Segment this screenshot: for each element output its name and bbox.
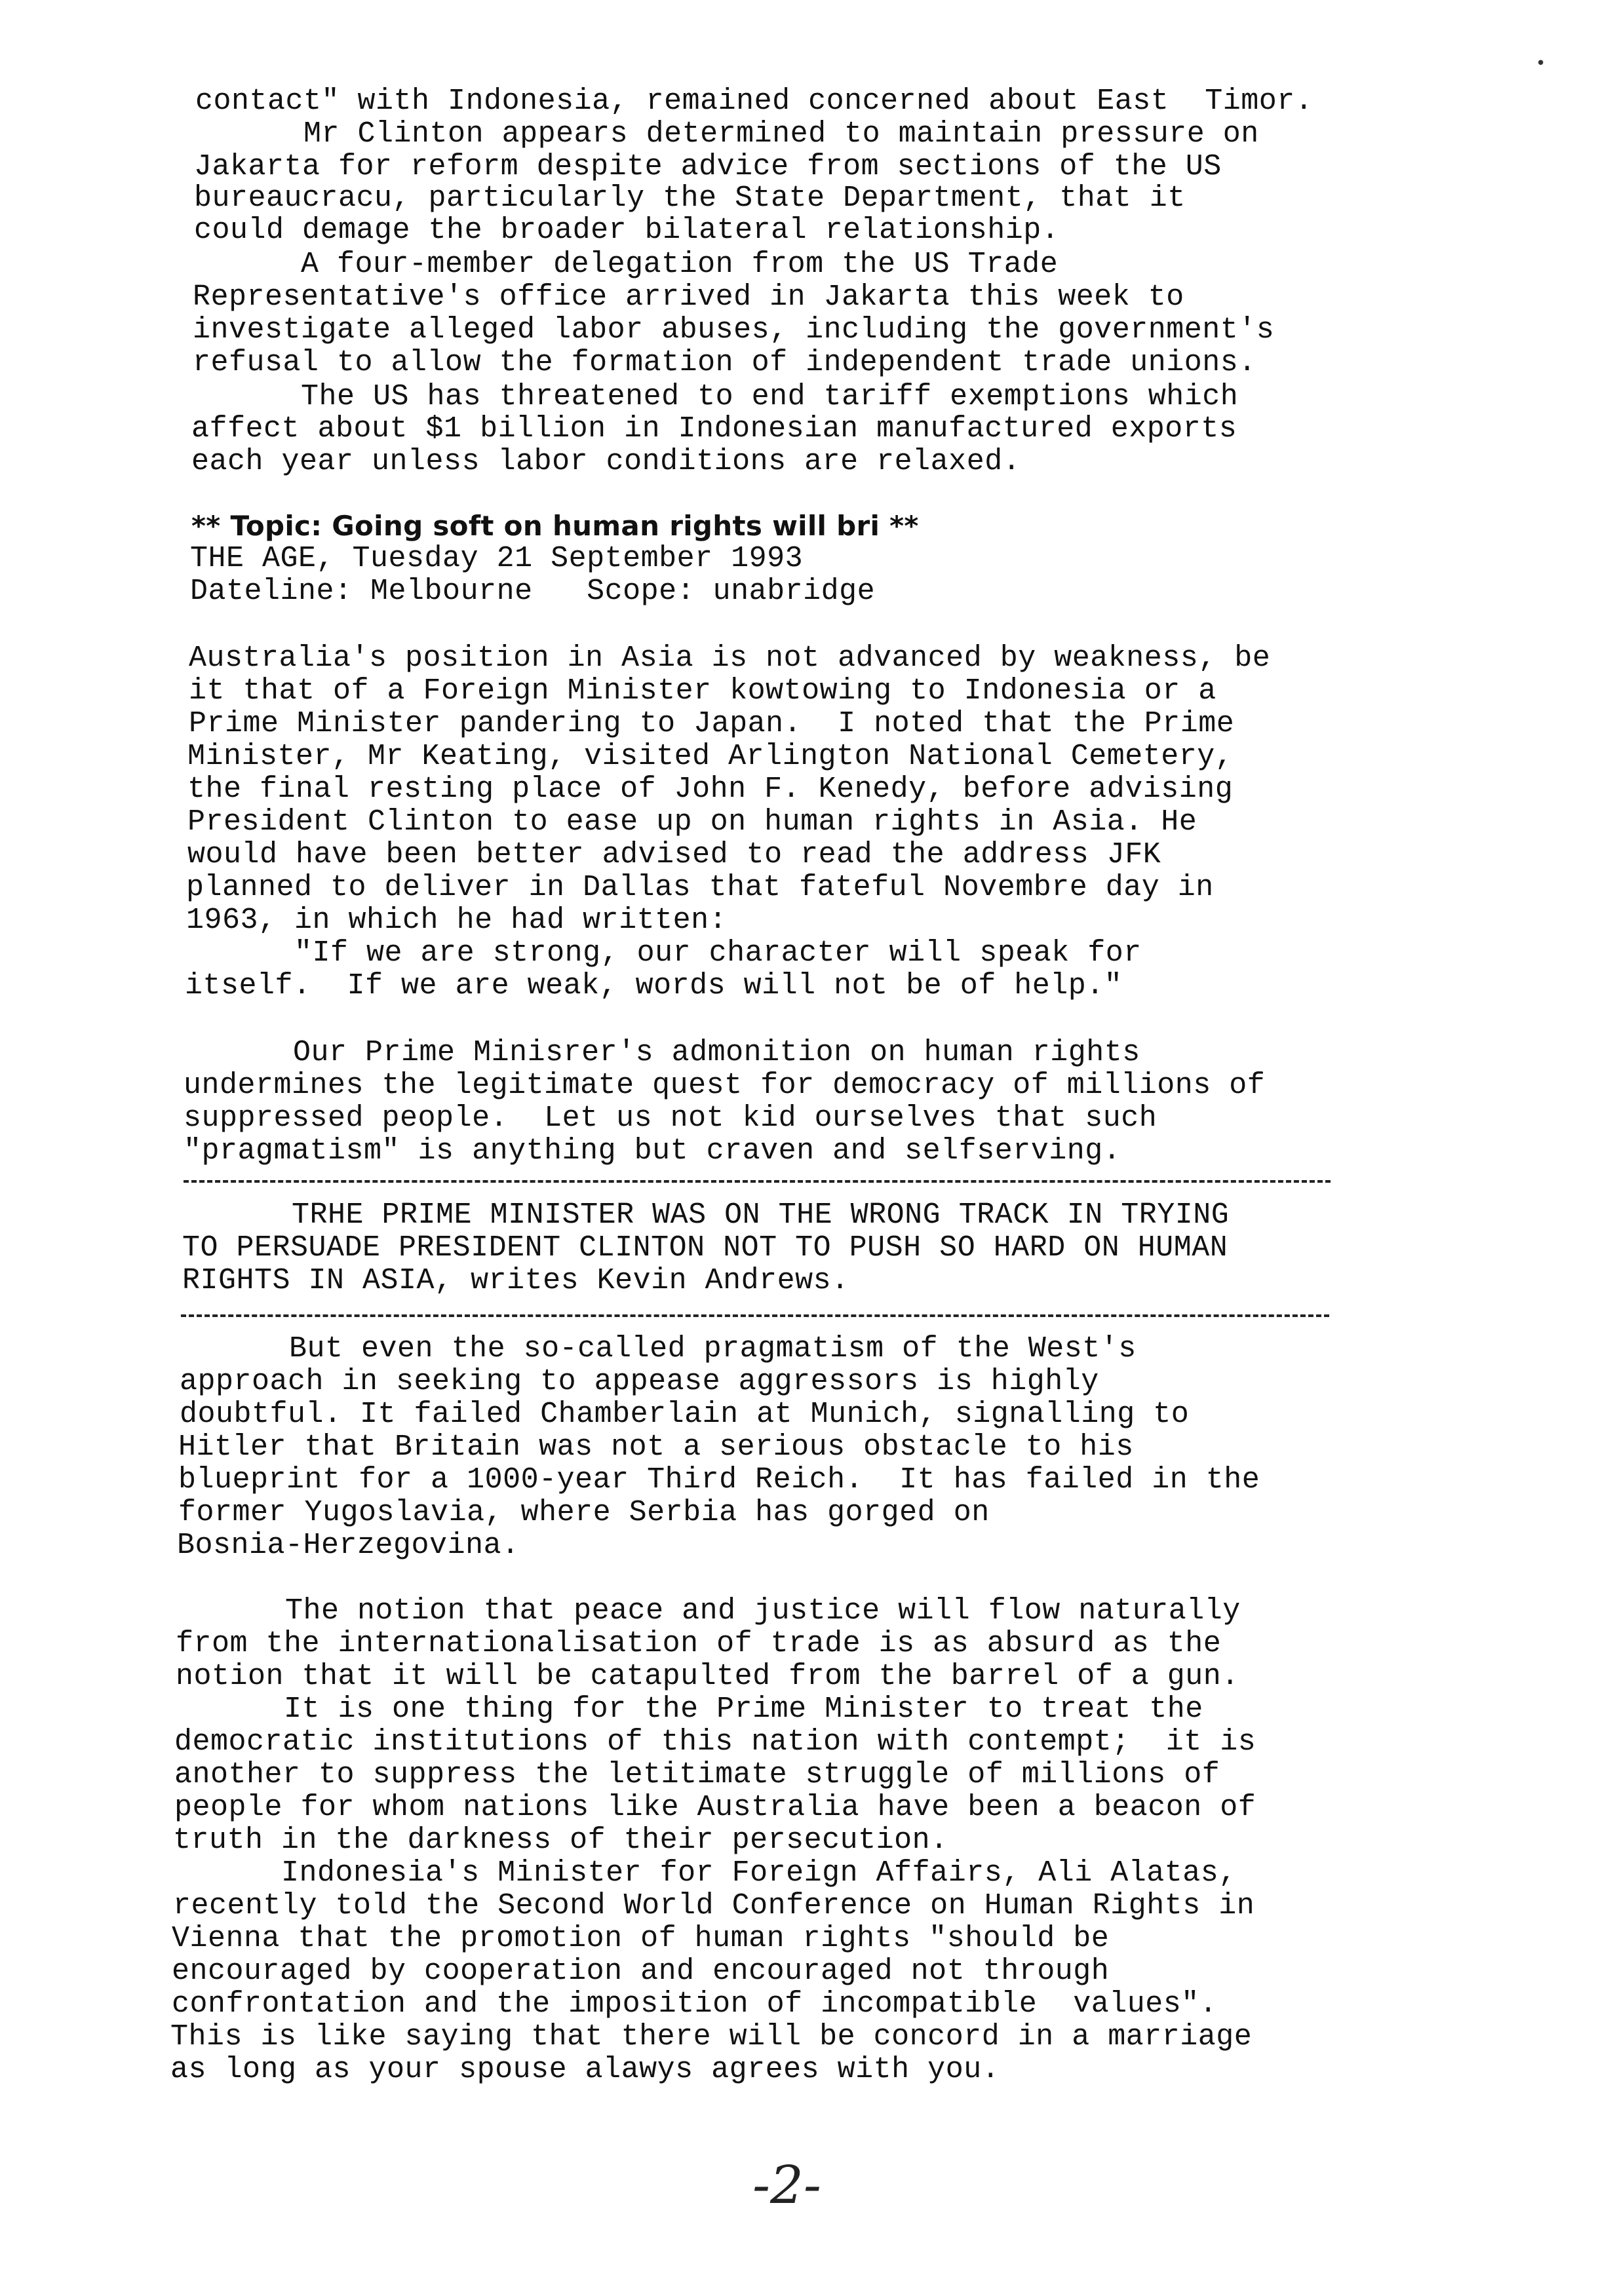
body-line: Bosnia-Herzegovina. (177, 1529, 520, 1562)
body-line: former Yugoslavia, where Serbia has gorged on (178, 1496, 990, 1529)
article1-line: A four-member delegation from the US Trade (193, 248, 1059, 281)
body-line: This is like saying that there will be concord in a marriage (170, 2020, 1253, 2054)
article-dateline: Dateline: Melbourne Scope: unabridge (190, 575, 876, 608)
body-line: another to suppress the letitimate struggle of millions of (174, 1758, 1220, 1791)
body-line: planned to deliver in Dallas that fateful Novembre day in (186, 871, 1214, 904)
article1-line: contact" with Indonesia, remained concerned about East Timor. (195, 85, 1313, 118)
body-line: encouraged by cooperation and encouraged not through (172, 1955, 1110, 1988)
body-line: it that of a Foreign Minister kowtowing to Indonesia or a (189, 674, 1216, 708)
dashed-rule-bottom (181, 1314, 1329, 1317)
body-line: democratic institutions of this nation with contempt; it is (174, 1725, 1256, 1759)
body-line: the final resting place of John F. Kenedy, before advising (187, 773, 1234, 806)
article-topic-heading: ** Topic: Going soft on human rights will bri ** (191, 510, 919, 542)
body-line: recently told the Second World Conference on Human Rights in (173, 1889, 1255, 1923)
body-line: truth in the darkness of their persecution. (173, 1824, 948, 1857)
body-line: Hitler that Britain was not a serious obstacle to his (178, 1430, 1134, 1464)
body-line: notion that it will be catapulted from the barrel of a gun. (176, 1660, 1239, 1693)
article1-line: bureaucracu, particularly the State Department, that it (194, 182, 1186, 215)
article1-line: could demage the broader bilateral relationship. (194, 214, 1060, 247)
quote-line: itself. If we are weak, words will not be of help." (185, 969, 1123, 1003)
corner-mark: • (1536, 54, 1546, 73)
body-line: people for whom nations like Australia have been a beacon of (174, 1791, 1256, 1824)
body-line: It is one thing for the Prime Minister to treat the (176, 1693, 1203, 1726)
article1-line: each year unless labor conditions are relaxed. (191, 445, 1021, 478)
article-source: THE AGE, Tuesday 21 September 1993 (190, 542, 804, 575)
body-line: doubtful. It failed Chamberlain at Munich, signalling to (180, 1398, 1190, 1431)
page-number: -2- (752, 2154, 821, 2215)
article1-line: affect about $1 billion in Indonesian manufactured exports (191, 412, 1237, 446)
body-line: But even the so-called pragmatism of the West's (181, 1332, 1137, 1366)
body-line: undermines the legitimate quest for democracy of millions of (184, 1069, 1266, 1102)
body-line: 1963, in which he had written: (186, 904, 728, 937)
body-line: President Clinton to ease up on human rights in Asia. He (187, 805, 1197, 839)
callout-line: RIGHTS IN ASIA, writes Kevin Andrews. (182, 1264, 849, 1297)
body-line: confrontation and the imposition of incompatible values". (172, 1987, 1218, 2021)
body-line: Our Prime Minisrer's admonition on human rights (185, 1036, 1140, 1069)
dashed-rule-top (184, 1180, 1331, 1183)
quote-line: "If we are strong, our character will speak for (186, 936, 1142, 970)
body-line: Minister, Mr Keating, visited Arlington National Cemetery, (187, 740, 1234, 773)
body-line: Indonesia's Minister for Foreign Affairs, Ali Alatas, (173, 1856, 1237, 1890)
body-line: "pragmatism" is anything but craven and selfserving. (184, 1134, 1121, 1168)
body-line: Vienna that the promotion of human rights "should be (172, 1922, 1110, 1955)
body-line: Prime Minister pandering to Japan. I noted that the Prime (189, 707, 1235, 740)
body-line: as long as your spouse alawys agrees with you. (170, 2053, 1000, 2086)
body-line: The notion that peace and justice will flow naturally (177, 1594, 1241, 1628)
callout-line: TRHE PRIME MINISTER WAS ON THE WRONG TRACK IN TRYING (184, 1198, 1230, 1232)
body-line: approach in seeking to appease aggressors is highly (180, 1365, 1099, 1398)
article1-line: refusal to allow the formation of independent trade unions. (193, 346, 1256, 379)
article1-line: investigate alleged labor abuses, including the government's (193, 313, 1275, 347)
callout-line: TO PERSUADE PRESIDENT CLINTON NOT TO PUSH SO HARD ON HUMAN (182, 1231, 1228, 1265)
body-line: from the internationalisation of trade is as absurd as the (176, 1627, 1222, 1660)
article1-line: Representative's office arrived in Jakarta this week to (193, 280, 1184, 314)
body-line: suppressed people. Let us not kid ourselves that such (184, 1101, 1158, 1135)
body-line: Australia's position in Asia is not advanced by weakness, be (189, 641, 1271, 675)
article1-line: The US has threatened to end tariff exemptions which (193, 380, 1239, 413)
body-line: would have been better advised to read the address JFK (187, 838, 1161, 871)
body-line: blueprint for a 1000-year Third Reich. It has failed in the (178, 1463, 1260, 1497)
article1-line: Jakarta for reform despite advice from sections of the US (194, 150, 1222, 183)
article1-line: Mr Clinton appears determined to maintain pressure on (195, 117, 1259, 151)
